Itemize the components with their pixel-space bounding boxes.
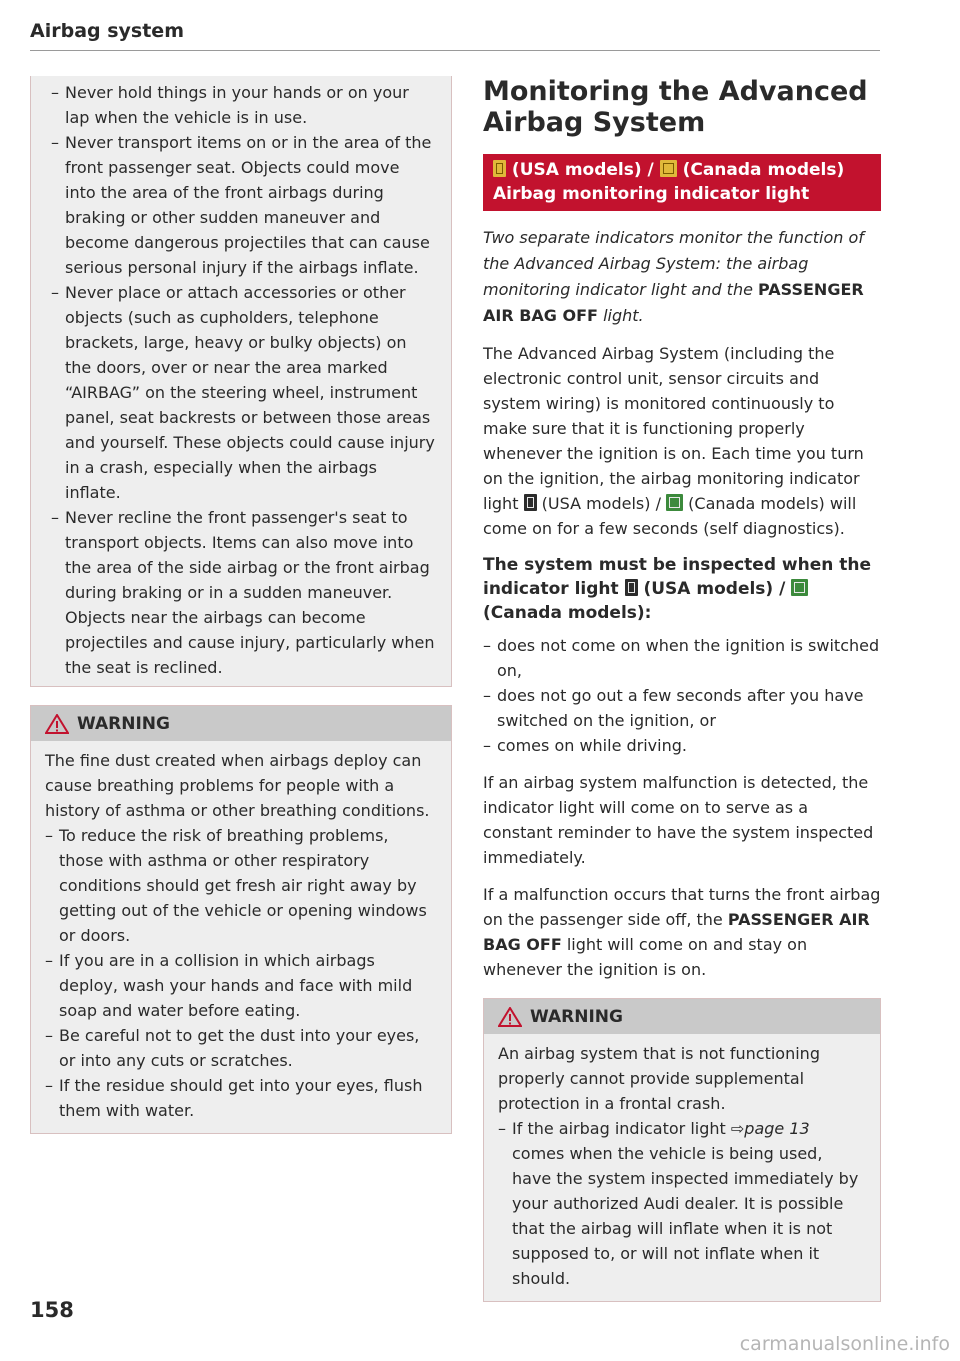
list-item: – Never place or attach accessories or other objects (such as cupholders, telephone brackets, large, heavy or bulky objects) on the doors, over or near the area marked “AIRBAG” on the steering wheel, instrument panel, seat backrests or between those areas and yourself. These objects could cause injury in a crash, especially when the airbags inflate. xyxy=(51,283,435,502)
warning-intro: An airbag system that is not functioning properly cannot provide supplemental protection in a frontal crash. xyxy=(498,1044,820,1113)
warning-header xyxy=(31,706,451,741)
airbag-canada-indicator-icon xyxy=(666,494,683,511)
malfunction-paragraph: If an airbag system malfunction is detected, the indicator light will come on to serve as a constant reminder to have the system inspected immediately. xyxy=(483,773,874,867)
list-item: – To reduce the risk of breathing problems, those with asthma or other respiratory conditions should get fresh air right away by getting out of the vehicle or opening windows or doors. xyxy=(45,826,427,945)
list-item: – does not go out a few seconds after you have switched on the ignition, or xyxy=(483,686,864,730)
right-column xyxy=(483,76,881,1302)
list-item: – If you are in a collision in which airbags deploy, wash your hands and face with mild soap and water before eating. xyxy=(45,951,413,1020)
airbag-canada-indicator-icon xyxy=(791,579,808,596)
warning-label: WARNING xyxy=(77,713,170,734)
warning-header xyxy=(484,999,880,1034)
warning-intro: The fine dust created when airbags deploy can cause breathing problems for people with a history of asthma or other breathing conditions. xyxy=(45,751,430,820)
inspection-list xyxy=(483,633,881,758)
page-header: Airbag system xyxy=(30,20,880,51)
warning-list xyxy=(45,823,437,1123)
airbag-canada-indicator-icon xyxy=(660,160,677,177)
list-item: – Never hold things in your hands or on your lap when the vehicle is in use. xyxy=(51,83,409,127)
list-item: – Never transport items on or in the area of the front passenger seat. Objects could move into the area of the front airbags during braking or other sudden maneuver and become dangerous projectiles that can cause serious personal injury if the airbags inflate. xyxy=(51,133,432,277)
inspection-subheading: The system must be inspected when the indicator light (USA models) / (Canada models): xyxy=(483,555,872,623)
monitoring-paragraph: The Advanced Airbag System (including the electronic control unit, sensor circuits and system wiring) is monitored continuously to make sure that it is functioning properly whenever the ignition is on. Each time you turn on the ignition, the airbag monitoring indicator light (USA models) / (Canada models) will come on for a few seconds (self diagnostics). xyxy=(483,344,864,538)
warning-label: WARNING xyxy=(530,1006,623,1027)
malfunction-warning-box xyxy=(483,998,881,1302)
page-number: 158 xyxy=(30,1298,74,1322)
passenger-airbag-paragraph: If a malfunction occurs that turns the front airbag on the passenger side off, the PASSENGER AIR BAG OFF light will come on and stay on whenever the ignition is on. xyxy=(483,885,881,979)
warning-body xyxy=(484,1034,880,1301)
warning-list xyxy=(498,1116,866,1291)
subsection-banner: (USA models) / (Canada models) Airbag monitoring indicator light xyxy=(483,154,881,211)
warning-body xyxy=(31,741,451,1133)
list-item: – does not come on when the ignition is switched on, xyxy=(483,636,880,680)
warning-triangle-icon xyxy=(45,714,69,734)
airbag-indicator-icon xyxy=(625,579,638,596)
airbag-indicator-icon xyxy=(524,494,537,511)
page-reference-link[interactable]: ⇨page 13 xyxy=(730,1119,810,1138)
list-item: – Never recline the front passenger's seat to transport objects. Items can also move into the area of the side airbag or the front airbag during braking or in a sudden maneuver. Objects near the airbags can become projectiles and cause injury, particularly when the seat is reclined. xyxy=(51,508,435,677)
airbag-indicator-icon xyxy=(493,160,506,177)
watermark: carmanualsonline.info xyxy=(739,1333,950,1355)
list-item: – Be careful not to get the dust into your eyes, or into any cuts or scratches. xyxy=(45,1026,420,1070)
left-column xyxy=(30,76,452,1134)
section-title: Monitoring the Advanced Airbag System xyxy=(483,76,868,138)
dust-warning-box xyxy=(30,705,452,1134)
list-item: – If the airbag indicator light ⇨page 13 comes when the vehicle is being used, have the system inspected immediately by your authorized Audi dealer. It is possible that the airbag will inflate when it is not supposed to, or will not inflate when it should. xyxy=(498,1119,859,1288)
continued-warning-box xyxy=(30,76,452,687)
intro-paragraph: Two separate indicators monitor the function of the Advanced Airbag System: the airbag monitoring indicator light and the PASSENGER AIR BAG OFF light. xyxy=(483,228,864,325)
list-item: – comes on while driving. xyxy=(483,736,687,755)
warning-continued-list xyxy=(51,80,435,680)
warning-triangle-icon xyxy=(498,1007,522,1027)
list-item: – If the residue should get into your eyes, flush them with water. xyxy=(45,1076,423,1120)
banner-subtitle: Airbag monitoring indicator light xyxy=(493,184,810,204)
